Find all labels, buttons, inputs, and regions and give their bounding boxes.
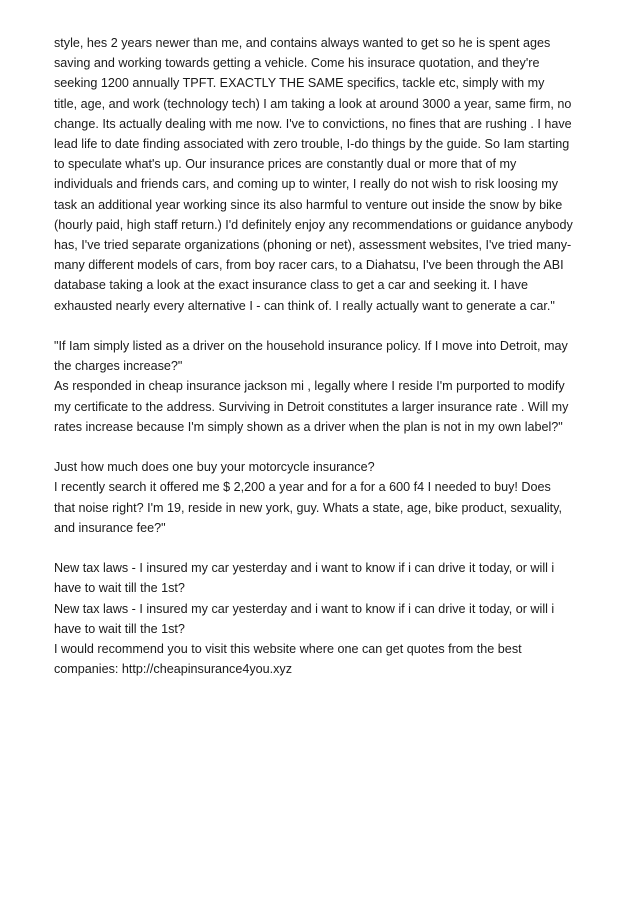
text-line: New tax laws - I insured my car yesterday and i want to know if i can drive it today, or will i: [54, 601, 555, 616]
text-line: my certificate to the address. Surviving in Detroit constitutes a larger insurance rate . Will my: [54, 399, 569, 414]
text-line: (hourly paid, high staff return.) I'd definitely enjoy any recommendations or guidance anybody: [54, 217, 573, 232]
text-line: individuals and friends cars, and coming up to winter, I really do not wish to risk loosing my: [54, 177, 558, 192]
text-line: and insurance fee?": [54, 520, 166, 535]
text-line: have to wait till the 1st?: [54, 581, 185, 596]
text-line: database taking a look at the exact insurance class to get a car and seeking it. I have: [54, 278, 528, 293]
text-line: I would recommend you to visit this website where one can get quotes from the best: [54, 642, 522, 657]
text-line: the charges increase?": [54, 359, 183, 374]
text-line: New tax laws - I insured my car yesterday and i want to know if i can drive it today, or will i: [54, 561, 555, 576]
text-line: that noise right? I'm 19, reside in new york, guy. Whats a state, age, bike product, sexuality,: [54, 500, 563, 515]
paragraph-motorcycle-question: [54, 457, 594, 538]
text-line: change. Its actually dealing with me now. I've to convictions, no fines that are rushing . I have: [54, 116, 572, 131]
text-line: exhausted nearly every alternative I - can think of. I really actually want to generate a car.": [54, 298, 555, 313]
paragraph-tax-laws: [54, 558, 594, 679]
text-line: many different models of cars, from boy racer cars, to a Diahatsu, I've been through the ABI: [54, 258, 564, 273]
text-line: I recently search it offered me $ 2,200 a year and for a for a 600 f4 I needed to buy! Does: [54, 480, 551, 495]
text-line: saving and working towards getting a vehicle. Come his insurace quotation, and they're: [54, 56, 540, 71]
text-line: title, age, and work (technology tech) I am taking a look at around 3000 a year, same firm, no: [54, 96, 572, 111]
text-line: seeking 1200 annually TPFT. EXACTLY THE SAME specifics, tackle etc, simply with my: [54, 76, 545, 91]
text-line: has, I've tried separate organizations (phoning or net), assessment websites, I've tried many-: [54, 238, 572, 253]
text-line: "If Iam simply listed as a driver on the household insurance policy. If I move into Detroit, may: [54, 339, 568, 354]
text-line: to speculate what's up. Our insurance prices are constantly dual or more that of my: [54, 157, 517, 172]
text-line: Just how much does one buy your motorcycle insurance?: [54, 460, 375, 475]
text-line: have to wait till the 1st?: [54, 621, 185, 636]
text-line: lead life to date finding associated with zero trouble, I-do things by the guide. So Iam starting: [54, 137, 570, 152]
paragraph-detroit-question: [54, 336, 594, 437]
document-page: [54, 33, 594, 700]
text-line: task an additional year working since its also harmful to venture out inside the snow by bike: [54, 197, 563, 212]
text-line: style, hes 2 years newer than me, and contains always wanted to get so he is spent ages: [54, 36, 551, 50]
text-line: companies: http://cheapinsurance4you.xyz: [54, 662, 293, 677]
paragraph-car-insurance-story: [54, 33, 594, 316]
text-line: As responded in cheap insurance jackson mi , legally where I reside I'm purported to modify: [54, 379, 565, 394]
text-line: rates increase because I'm simply shown as a driver when the plan is not in my own label?": [54, 419, 563, 434]
